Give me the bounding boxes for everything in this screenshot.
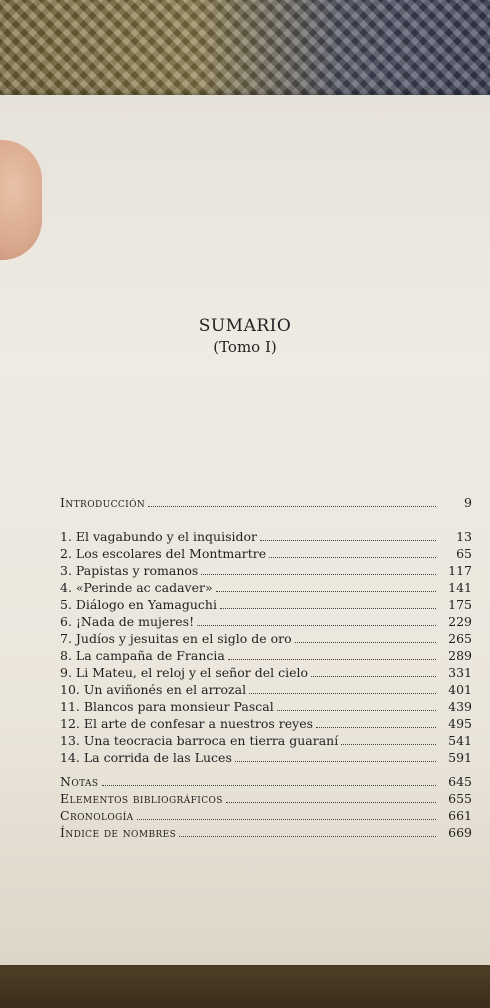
toc-entry-page: 591 xyxy=(448,750,472,765)
toc-entry xyxy=(60,562,472,578)
toc-entry-page: 117 xyxy=(448,563,472,578)
page-subtitle: (Tomo I) xyxy=(213,338,277,356)
toc-entry-label: 5. Diálogo en Yamaguchi xyxy=(60,597,217,612)
toc-entry-appendix xyxy=(60,824,472,840)
toc-entry xyxy=(60,613,472,629)
toc-entry xyxy=(60,579,472,595)
toc-entry-page: 289 xyxy=(448,648,472,663)
dot-leader xyxy=(201,574,436,575)
dot-leader xyxy=(137,819,436,820)
toc-entry-label: 10. Un aviñonés en el arrozal xyxy=(60,682,247,697)
dot-leader xyxy=(220,608,436,609)
dot-leader xyxy=(341,744,436,745)
toc-entry-page: 541 xyxy=(448,733,472,748)
toc-entry xyxy=(60,664,472,680)
toc-entry xyxy=(60,545,472,561)
page-title: SUMARIO xyxy=(198,316,292,336)
dot-leader xyxy=(249,693,436,694)
toc-entry-appendix xyxy=(60,807,472,823)
toc-entry-label: 6. ¡Nada de mujeres! xyxy=(60,614,195,629)
dot-leader xyxy=(235,761,436,762)
toc-heading xyxy=(0,316,490,356)
dot-leader xyxy=(311,676,436,677)
toc-entry-page: 439 xyxy=(448,699,472,714)
toc-entry-label: 1. El vagabundo y el inquisidor xyxy=(60,529,257,544)
toc-entry-page: 645 xyxy=(448,774,472,789)
toc-entry-label: 8. La campaña de Francia xyxy=(60,648,225,663)
toc-entry-appendix xyxy=(60,773,472,789)
toc-entry xyxy=(60,681,472,697)
toc-entry-page: 13 xyxy=(456,529,472,544)
dot-leader xyxy=(197,625,436,626)
toc-entry-page: 141 xyxy=(448,580,472,595)
dot-leader xyxy=(316,727,436,728)
dot-leader xyxy=(216,591,436,592)
dot-leader xyxy=(148,506,436,507)
toc-entry-intro xyxy=(60,494,472,510)
toc-entry-label: 3. Papistas y romanos xyxy=(60,563,199,578)
toc-entry-label: 7. Judíos y jesuitas en el siglo de oro xyxy=(60,631,292,646)
toc-entry-label: 11. Blancos para monsieur Pascal xyxy=(60,699,274,714)
dot-leader xyxy=(102,785,437,786)
toc-entry-page: 669 xyxy=(448,825,472,840)
toc-entry-page: 655 xyxy=(448,791,472,806)
toc-entry-page: 661 xyxy=(448,808,472,823)
dot-leader xyxy=(260,540,436,541)
toc-entry-label: Notas xyxy=(60,774,99,789)
toc-entry xyxy=(60,528,472,544)
toc-entry xyxy=(60,715,472,731)
toc-entry xyxy=(60,596,472,612)
dot-leader xyxy=(179,836,436,837)
toc-entry-label: 13. Una teocracia barroca en tierra guaraní xyxy=(60,733,339,748)
toc-entry-label: 14. La corrida de las Luces xyxy=(60,750,232,765)
toc-entry-page: 9 xyxy=(464,495,472,510)
toc-entry-page: 65 xyxy=(456,546,472,561)
dot-leader xyxy=(269,557,436,558)
dot-leader xyxy=(228,659,436,660)
toc-entry-page: 229 xyxy=(448,614,472,629)
toc-entry-label: 12. El arte de confesar a nuestros reyes xyxy=(60,716,314,731)
toc-entry-page: 401 xyxy=(448,682,472,697)
toc-entry-appendix xyxy=(60,790,472,806)
toc-entry-page: 495 xyxy=(448,716,472,731)
toc-entry xyxy=(60,732,472,748)
dot-leader xyxy=(226,802,436,803)
toc-entry-label: Elementos bibliográficos xyxy=(60,791,223,806)
dot-leader xyxy=(295,642,436,643)
toc-entry xyxy=(60,630,472,646)
toc-entry xyxy=(60,749,472,765)
toc-entry-label: 9. Li Mateu, el reloj y el señor del cielo xyxy=(60,665,308,680)
dot-leader xyxy=(277,710,436,711)
toc-entry-label: 2. Los escolares del Montmartre xyxy=(60,546,267,561)
toc-entry-page: 331 xyxy=(448,665,472,680)
toc-entry xyxy=(60,698,472,714)
toc-entry-label: Índice de nombres xyxy=(60,825,177,840)
toc-entry-label: Introducción xyxy=(60,495,146,510)
toc-entry-label: 4. «Perinde ac cadaver» xyxy=(60,580,213,595)
toc-entry-label: Cronología xyxy=(60,808,134,823)
toc-entry xyxy=(60,647,472,663)
toc-entry-page: 265 xyxy=(448,631,472,646)
toc-entry-page: 175 xyxy=(448,597,472,612)
